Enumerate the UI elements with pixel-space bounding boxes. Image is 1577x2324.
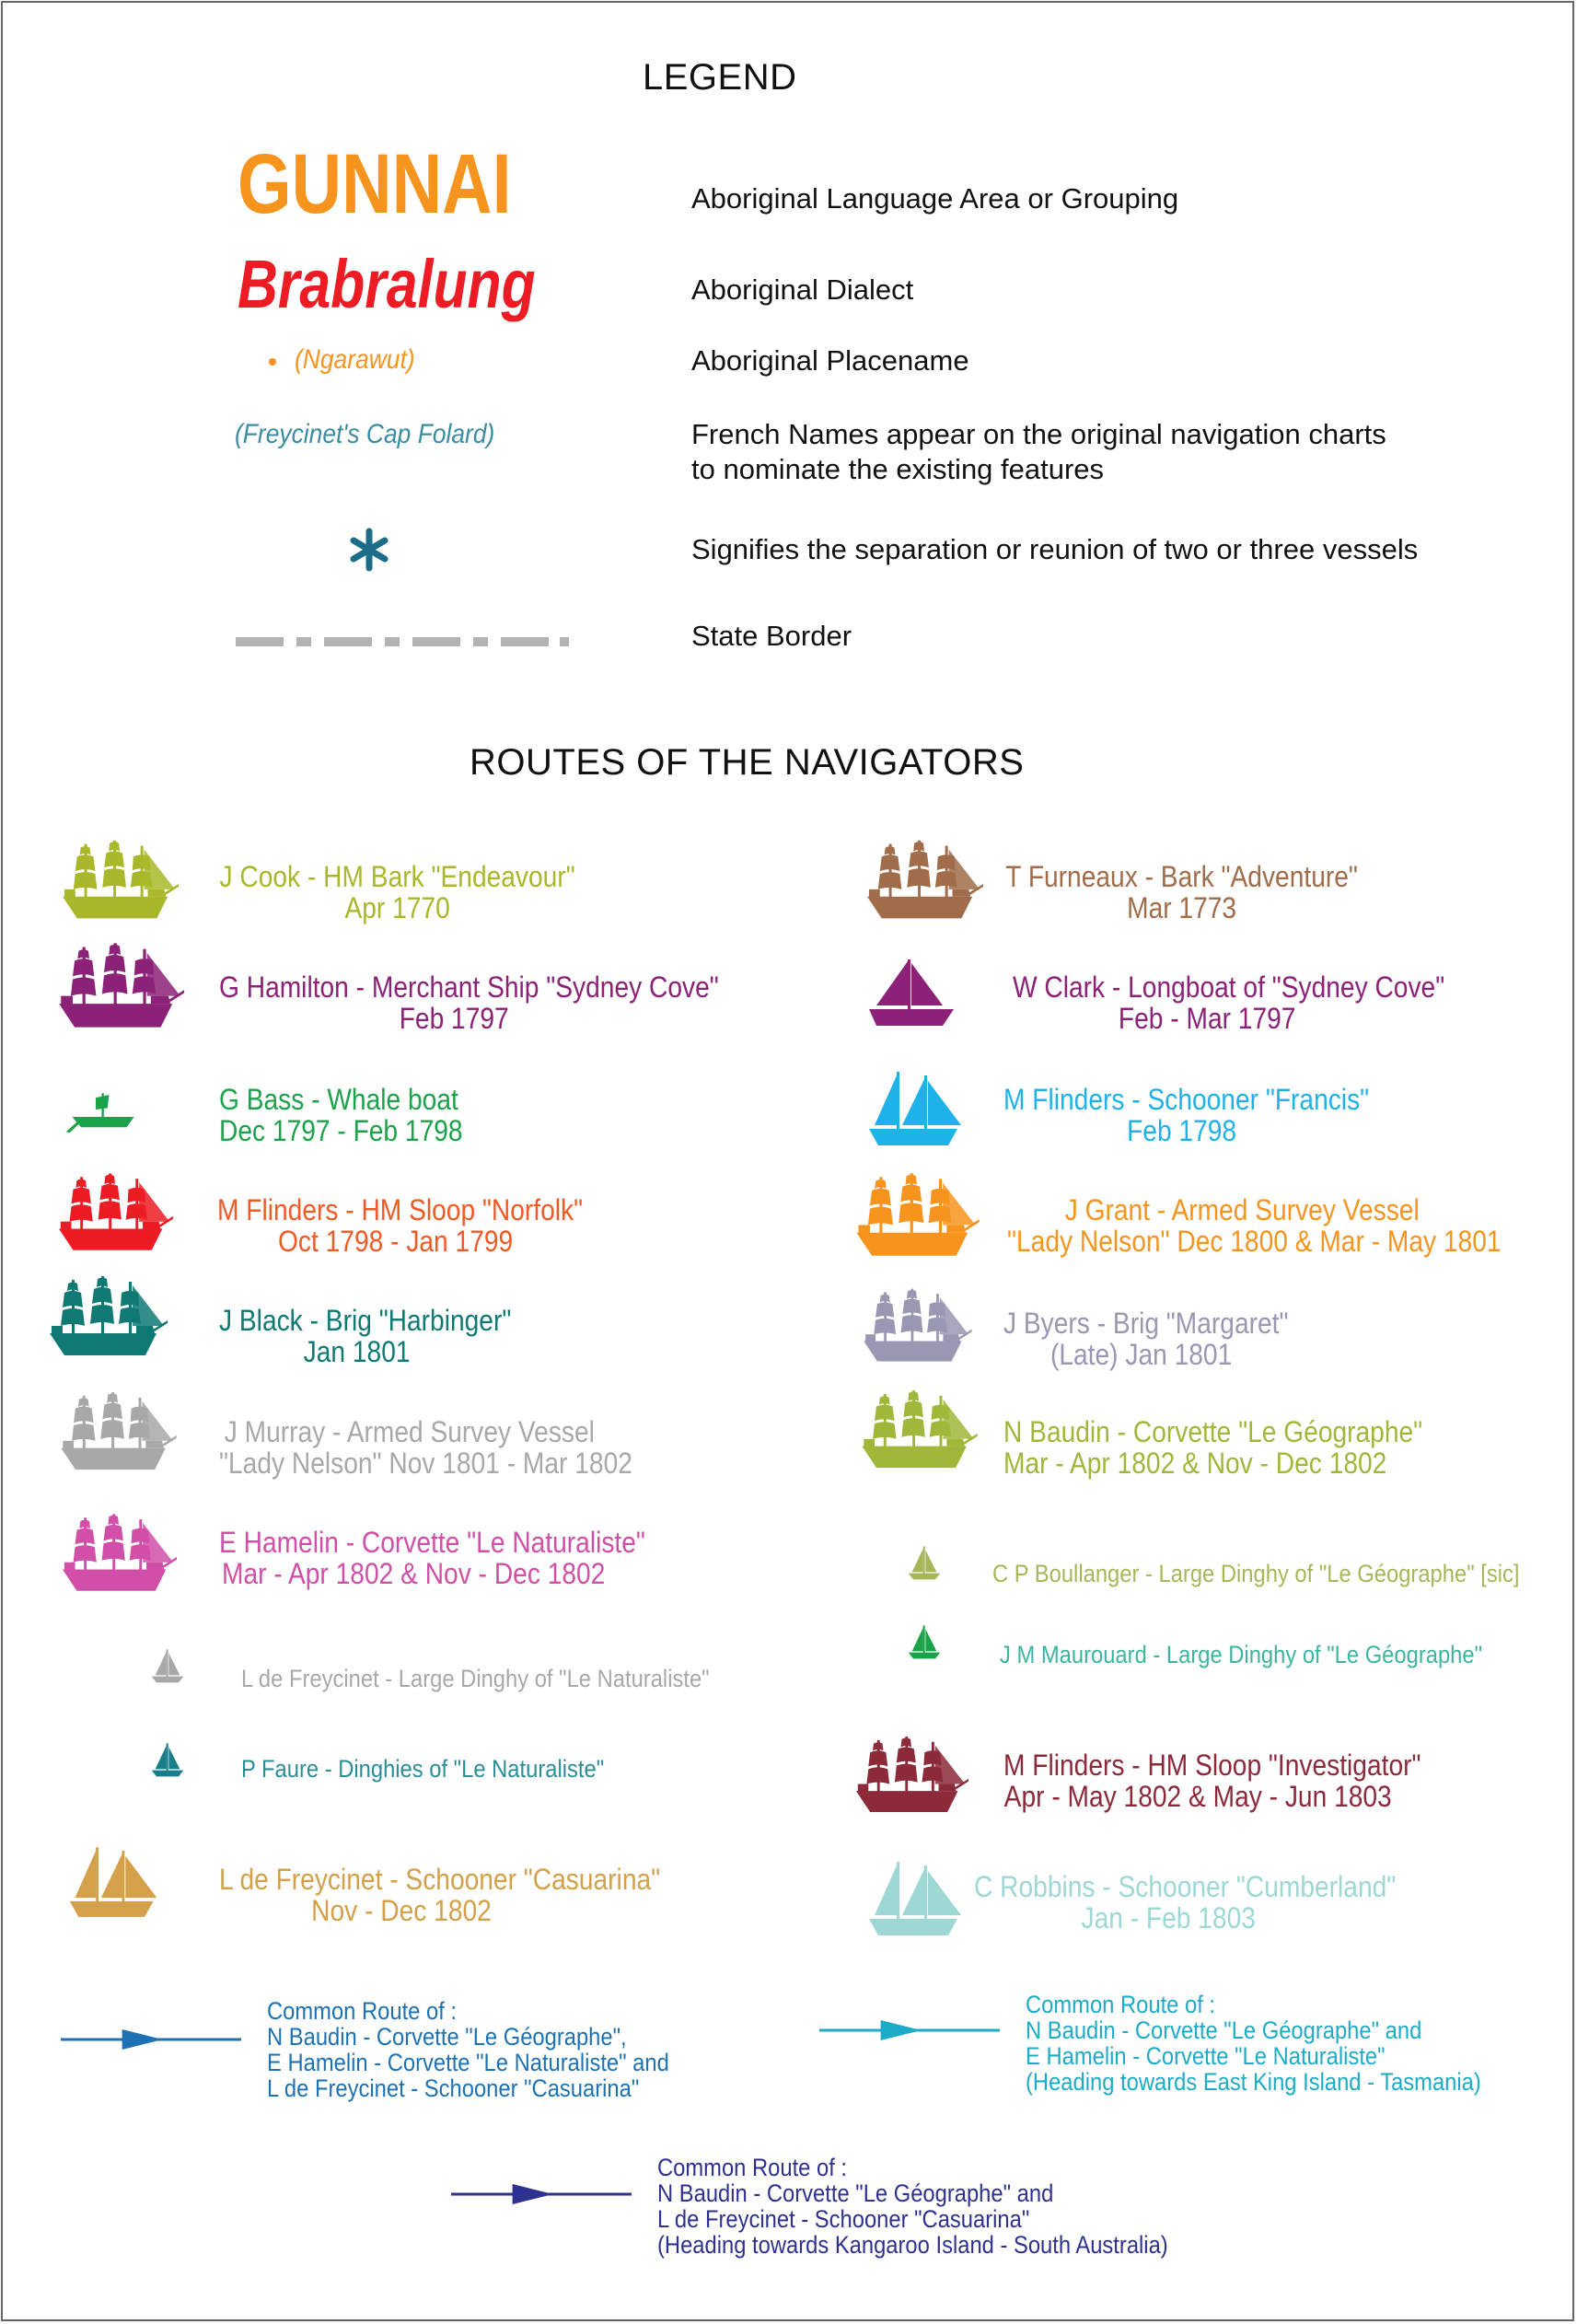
common-route-line: (Heading towards Kangaroo Island - South Australia): [657, 2231, 1168, 2259]
common-route-line: N Baudin - Corvette "Le Géographe" and: [1026, 2016, 1422, 2044]
asterisk-icon: [348, 529, 390, 571]
border-desc: State Border: [691, 620, 852, 652]
route-vessel-label: G Bass - Whale boat: [219, 1083, 458, 1116]
common-route-line: N Baudin - Corvette "Le Géographe",: [267, 2023, 627, 2051]
dashed-line-icon: [236, 635, 569, 648]
separation-desc: Signifies the separation or reunion of two or three vessels: [691, 533, 1419, 565]
ship-icon: [865, 836, 983, 924]
route-date-label: Feb 1797: [399, 1002, 509, 1035]
route-vessel-label: J Murray - Armed Survey Vessel: [224, 1415, 595, 1448]
dinghy-icon: [906, 1545, 943, 1582]
route-date-label: Mar - Apr 1802 & Nov - Dec 1802: [1003, 1447, 1387, 1480]
route-entry-text: [219, 970, 719, 1035]
dialect-sample: Brabralung: [238, 246, 536, 322]
route-vessel-label: N Baudin - Corvette "Le Géographe": [1003, 1415, 1423, 1448]
ship-icon: [57, 1169, 173, 1256]
dinghy-icon: [149, 1742, 186, 1779]
ship-icon: [860, 1387, 978, 1473]
route-vessel-label: G Hamilton - Merchant Ship "Sydney Cove": [219, 970, 719, 1004]
route-date-label: Mar - Apr 1802 & Nov - Dec 1802: [222, 1557, 606, 1590]
ship-icon: [59, 1389, 177, 1475]
route-vessel-label: L de Freycinet - Schooner "Casuarina": [219, 1863, 661, 1896]
common-route-line: L de Freycinet - Schooner "Casuarina": [267, 2074, 640, 2102]
ship-icon: [862, 1285, 972, 1366]
route-entry-text: [1000, 1641, 1482, 1669]
route-date-label: Feb 1798: [1127, 1114, 1237, 1147]
route-entry-text: [219, 861, 575, 924]
route-vessel-label: J Black - Brig "Harbinger": [219, 1304, 512, 1337]
route-vessel-label: J Cook - HM Bark "Endeavour": [219, 860, 575, 893]
common-route-line: (Heading towards East King Island - Tasmania): [1026, 2068, 1481, 2096]
common-route-line: Common Route of :: [267, 1997, 458, 2025]
dialect-desc: Aboriginal Dialect: [691, 273, 914, 306]
route-entry-text: [219, 1304, 512, 1368]
french-name-sample: (Freycinet's Cap Folard): [235, 419, 495, 449]
schooner-icon: [865, 1858, 967, 1941]
route-vessel-label: E Hamelin - Corvette "Le Naturaliste": [219, 1526, 645, 1559]
common-route-text: [267, 1998, 669, 2101]
dinghy-icon: [906, 1624, 943, 1661]
route-entry-text: [1003, 1749, 1421, 1813]
route-vessel-label: J Byers - Brig "Margaret": [1003, 1307, 1289, 1340]
route-vessel-label: M Flinders - HM Sloop "Investigator": [1003, 1749, 1421, 1782]
arrow-icon: [61, 2026, 241, 2053]
placename-dot-icon: [269, 358, 276, 366]
language-area-desc: Aboriginal Language Area or Grouping: [691, 182, 1179, 215]
route-entry-text: [1007, 1193, 1502, 1258]
ship-icon: [61, 1510, 177, 1597]
dinghy-icon: [149, 1648, 186, 1685]
route-vessel-label: C P Boullanger - Large Dinghy of "Le Géographe" [sic]: [992, 1560, 1520, 1587]
whaleboat-icon: [66, 1086, 140, 1133]
arrow-icon: [819, 2016, 1000, 2044]
route-entry-text: [219, 1526, 645, 1590]
route-vessel-label: M Flinders - Schooner "Francis": [1003, 1083, 1370, 1116]
language-area-sample: GUNNAI: [238, 137, 512, 231]
route-date-label: Oct 1798 - Jan 1799: [278, 1225, 514, 1258]
route-date-label: "Lady Nelson" Nov 1801 - Mar 1802: [219, 1447, 632, 1480]
route-entry-text: [241, 1665, 710, 1693]
ship-icon: [57, 939, 184, 1033]
route-date-label: Dec 1797 - Feb 1798: [219, 1114, 463, 1147]
route-vessel-label: J M Maurouard - Large Dinghy of "Le Géographe": [1000, 1641, 1483, 1668]
route-date-label: (Late) Jan 1801: [1049, 1338, 1233, 1371]
route-entry-text: [219, 1863, 661, 1927]
route-entry-text: [1013, 970, 1445, 1035]
route-date-label: Feb - Mar 1797: [1118, 1002, 1296, 1035]
common-route-line: E Hamelin - Corvette "Le Naturaliste" and: [267, 2049, 669, 2076]
route-entry-text: [1003, 1415, 1423, 1480]
common-route-text: [657, 2155, 1168, 2258]
legend-title: LEGEND: [643, 57, 797, 98]
route-entry-text: [992, 1560, 1519, 1588]
route-date-label: Mar 1773: [1127, 891, 1237, 924]
french-desc-line2: to nominate the existing features: [691, 453, 1105, 485]
ship-icon: [48, 1272, 168, 1361]
route-vessel-label: T Furneaux - Bark "Adventure": [1005, 860, 1358, 893]
arrow-icon: [451, 2180, 632, 2208]
placename-desc: Aboriginal Placename: [691, 344, 969, 377]
route-entry-text: [1003, 1307, 1289, 1371]
common-route-line: Common Route of :: [1026, 1991, 1216, 2018]
common-route-line: N Baudin - Corvette "Le Géographe" and: [657, 2179, 1054, 2207]
ship-icon: [854, 1731, 968, 1819]
route-date-label: Nov - Dec 1802: [311, 1894, 492, 1927]
ship-icon: [854, 1169, 980, 1261]
route-date-label: Apr 1770: [344, 891, 450, 924]
route-entry-text: [219, 1083, 463, 1147]
route-vessel-label: M Flinders - HM Sloop "Norfolk": [217, 1193, 584, 1226]
route-entry-text: [241, 1755, 604, 1784]
longboat-icon: [865, 958, 957, 1031]
route-entry-text: [219, 1415, 632, 1480]
route-entry-text: [1003, 861, 1360, 924]
schooner-icon: [865, 1068, 967, 1151]
route-vessel-label: J Grant - Armed Survey Vessel: [1064, 1193, 1420, 1226]
route-date-label: "Lady Nelson" Dec 1800 & Mar - May 1801: [1007, 1225, 1502, 1258]
placename-sample: (Ngarawut): [295, 344, 415, 375]
french-desc-line1: French Names appear on the original navigation charts: [691, 418, 1386, 450]
route-vessel-label: P Faure - Dinghies of "Le Naturaliste": [241, 1755, 605, 1783]
ship-icon: [61, 836, 179, 924]
route-vessel-label: W Clark - Longboat of "Sydney Cove": [1013, 970, 1445, 1004]
common-route-line: E Hamelin - Corvette "Le Naturaliste": [1026, 2042, 1386, 2070]
schooner-icon: [66, 1843, 162, 1923]
route-entry-text: [1003, 1083, 1370, 1147]
routes-title: ROUTES OF THE NAVIGATORS: [470, 742, 1025, 783]
route-entry-text: [217, 1193, 584, 1258]
common-route-text: [1026, 1992, 1481, 2095]
common-route-line: Common Route of :: [657, 2154, 848, 2181]
route-date-label: Jan 1801: [303, 1335, 411, 1368]
route-vessel-label: L de Freycinet - Large Dinghy of "Le Naturaliste": [241, 1665, 710, 1692]
common-route-line: L de Freycinet - Schooner "Casuarina": [657, 2205, 1030, 2233]
route-date-label: Apr - May 1802 & May - Jun 1803: [1003, 1780, 1392, 1813]
route-entry-text: [974, 1870, 1397, 1935]
route-vessel-label: C Robbins - Schooner "Cumberland": [974, 1870, 1397, 1903]
route-date-label: Jan - Feb 1803: [1081, 1901, 1256, 1935]
